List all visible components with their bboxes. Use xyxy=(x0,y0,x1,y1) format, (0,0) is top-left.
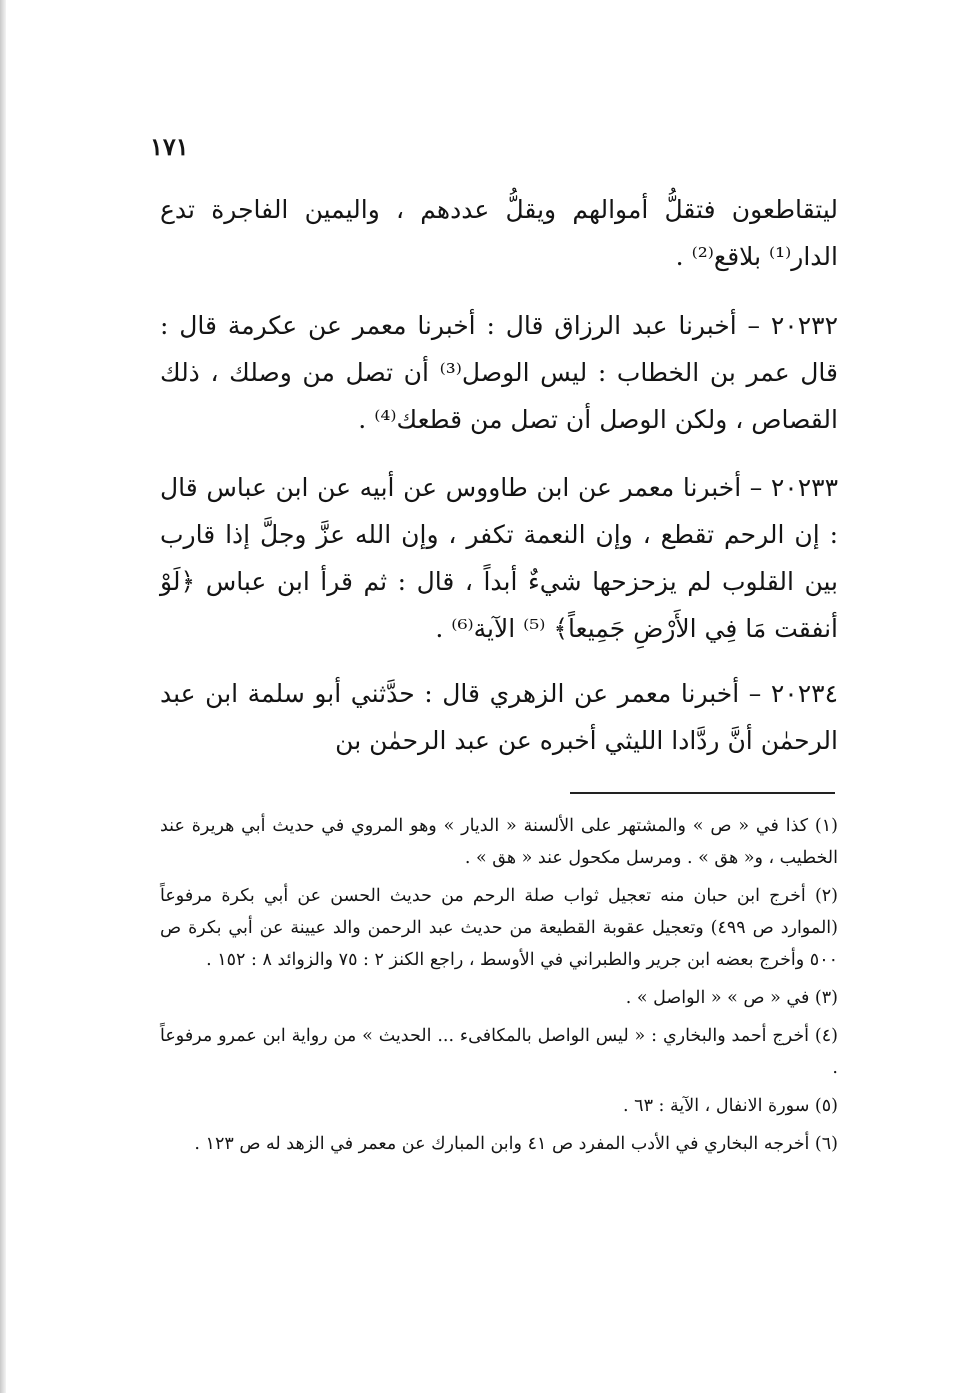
footnote-3: (٣) في « ص » « الواصل » . xyxy=(625,988,838,1008)
footnote-1: (١) كذا في « ص » والمشتهر على الألسنة « الديار » وهو المروي في حديث أبي هريرة عند الخطيب ، و« هق » . ومرسل مكحول عند « هق » . xyxy=(160,816,838,868)
footnote-divider xyxy=(570,792,835,794)
hadith-20232: ٢٠٢٣٢ – أخبرنا عبد الرزاق قال : أخبرنا معمر عن عكرمة قال : قال عمر بن الخطاب : ليس الوصل⁽³⁾ أن تصل من وصلك ، ذلك القصاص ، ولكن الوصل أن تصل من قطعك⁽⁴⁾ . xyxy=(160,311,838,434)
footnote-4: (٤) أخرج أحمد والبخاري : « ليس الواصل بالمكافىء ... الحديث » من رواية ابن عمرو مرفوعاً . xyxy=(160,1026,838,1078)
page-number: ١٧١ xyxy=(150,132,189,161)
paragraph-continuation: ليتقاطعون فتقلُّ أموالهم ويقلُّ عددهم ، واليمين الفاجرة تدع الدار⁽¹⁾ بلاقع⁽²⁾ . xyxy=(160,195,838,271)
footnote-6: (٦) أخرجه البخاري في الأدب المفرد ص ٤١ وابن المبارك عن معمر في الزهد له ص ١٢٣ . xyxy=(194,1134,838,1154)
footnotes xyxy=(160,810,838,1166)
scan-edge xyxy=(0,0,6,1393)
footnote-2: (٢) أخرج ابن حبان منه تعجيل ثواب صلة الرحم من حديث الحسن عن أبي بكرة مرفوعاً (الموارد ص ٤٩٩) وتعجيل عقوبة القطيعة من حديث عبد الرحمن والد عيينة عن أبي بكرة ص ٥٠٠ وأخرج بعضه ابن جرير والطبراني في الأوسط ، راجع الكنز ٢ : ٧٥ والزوائد ٨ : ١٥٢ . xyxy=(160,886,838,970)
hadith-20233: ٢٠٢٣٣ – أخبرنا معمر عن ابن طاووس عن أبيه عن ابن عباس قال : إن الرحم تقطع ، وإن النعمة تكفر ، وإن الله عزَّ وجلَّ إذا قارب بين القلوب لم يزحزحها شيءٌ أبداً ، قال : ثم قرأ ابن عباس ﴿لَوْ أنفقت مَا فِي الأَرْضِ جَمِيعاً﴾ ⁽⁵⁾ الآية⁽⁶⁾ . xyxy=(160,473,838,643)
footnote-5: (٥) سورة الانفال ، الآية : ٦٣ . xyxy=(623,1096,838,1116)
hadith-20234: ٢٠٢٣٤ – أخبرنا معمر عن الزهري قال : حدَّثني أبو سلمة ابن عبد الرحمٰن أنَّ ردَّادا الليثي أخبره عن عبد الرحمٰن بن xyxy=(160,679,838,755)
